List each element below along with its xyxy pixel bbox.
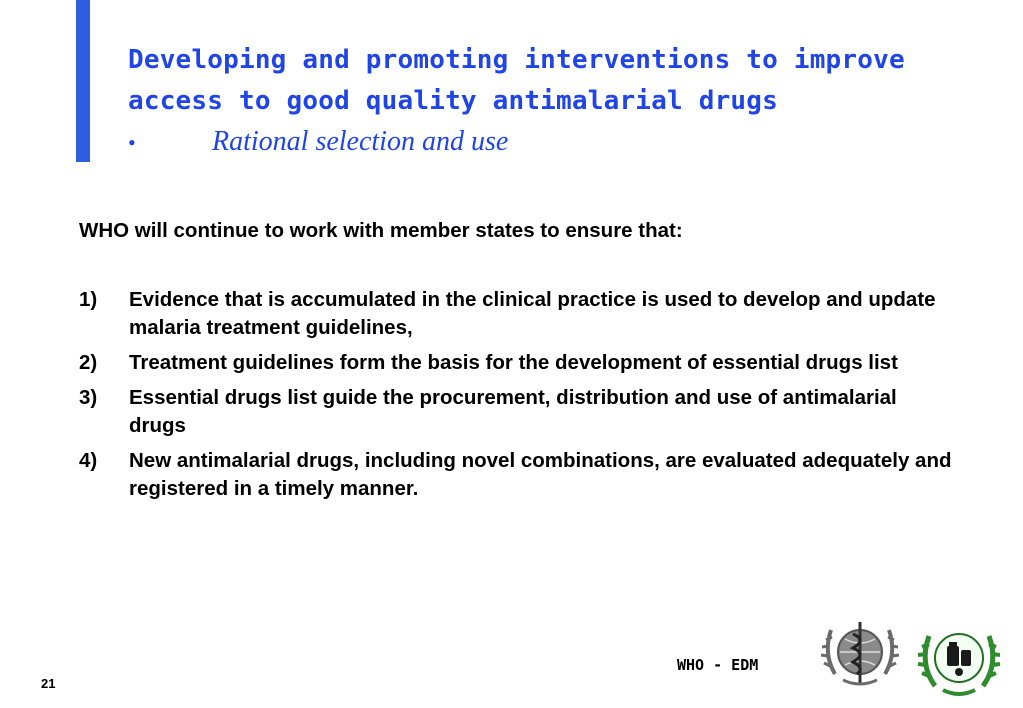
list-item	[79, 447, 979, 503]
list-item-number: 3)	[79, 386, 98, 409]
intro-text: WHO will continue to work with member states to ensure that:	[79, 219, 683, 242]
list-item-text: Treatment guidelines form the basis for the development of essential drugs list	[129, 351, 898, 374]
edm-emblem-icon	[915, 618, 1003, 702]
list-item-number: 4)	[79, 449, 98, 472]
numbered-list	[79, 286, 979, 510]
list-item-text: Essential drugs list guide the procurement, distribution and use of antimalarial drugs	[129, 386, 897, 437]
list-item-number: 1)	[79, 288, 98, 311]
slide-subtitle	[128, 122, 508, 162]
list-item	[79, 286, 979, 342]
subtitle-text: Rational selection and use	[212, 126, 509, 157]
list-item	[79, 349, 979, 377]
list-item-number: 2)	[79, 351, 98, 374]
page-number: 21	[41, 676, 56, 691]
who-emblem-icon	[817, 614, 903, 692]
list-item-text: New antimalarial drugs, including novel combinations, are evaluated adequately and registered in a timely manner.	[129, 449, 952, 500]
list-item	[79, 384, 979, 440]
slide-title: Developing and promoting interventions to improve access to good quality antimalarial drugs	[128, 45, 905, 116]
footer-label: WHO - EDM	[677, 656, 759, 674]
subtitle-bullet: •	[128, 130, 136, 155]
accent-bar	[76, 0, 90, 162]
list-item-text: Evidence that is accumulated in the clinical practice is used to develop and update malaria treatment guidelines,	[129, 288, 936, 339]
